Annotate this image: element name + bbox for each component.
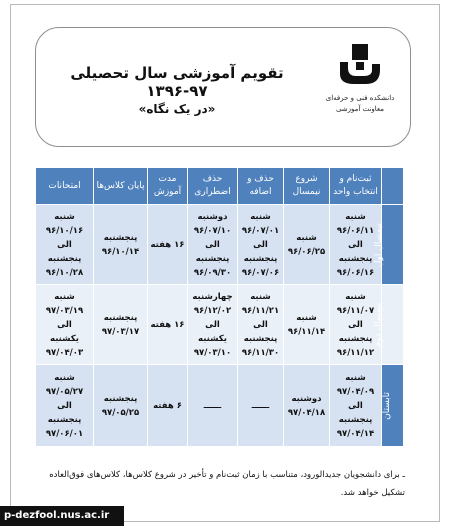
semester-label-text: نیمسال اول (374, 222, 385, 267)
cell-line: پنجشنبه (338, 333, 373, 344)
cell-line: الی (57, 319, 72, 330)
cell-line: ۹۶/۰۷/۰۱ (241, 225, 280, 236)
semester-label (373, 285, 404, 365)
cell-line: ۹۶/۰۷/۱۰ (193, 225, 232, 236)
cell-line: ۹۷/۰۳/۱۷ (101, 326, 140, 337)
header-exams: امتحانات (36, 168, 94, 205)
cell-line: ۹۶/۰۷/۰۶ (241, 267, 280, 278)
cell-line: دوشنبه (291, 393, 322, 404)
cell-line: شنبه (345, 372, 366, 383)
cell-line: پنجشنبه (338, 414, 373, 425)
cell-emergency-drop (188, 365, 238, 447)
table-row (36, 285, 404, 365)
academic-calendar-table (35, 167, 404, 447)
cell-line: پنجشنبه (103, 393, 138, 404)
cell-duration (148, 365, 188, 447)
cell-line: ۹۶/۱۲/۰۲ (193, 305, 232, 316)
cell-line: ۹۷/۰۵/۲۵ (101, 407, 140, 418)
cell-line: یکشنبه (50, 333, 79, 344)
cell-line: پنجشنبه (103, 232, 138, 243)
logo-text-department: معاونت آموزشی (335, 105, 385, 113)
cell-line: پنجشنبه (47, 253, 82, 264)
cell-line: الی (57, 239, 72, 250)
cell-line: ۹۶/۰۶/۱۱ (336, 225, 375, 236)
cell-classes-end (94, 285, 148, 365)
cell-line: پنجشنبه (47, 414, 82, 425)
cell-line: ۹۷/۰۴/۱۴ (336, 428, 375, 439)
cell-line: الی (253, 239, 268, 250)
cell-line: ۹۷/۰۴/۱۸ (287, 407, 326, 418)
logo-text-college: دانشکده فنی و حرفه‌ای (325, 94, 395, 102)
cell-line: یکشنبه (198, 333, 227, 344)
cell-line: ۹۶/۱۱/۱۲ (336, 347, 375, 358)
header-semester-start: شروع نیمسال (284, 168, 330, 205)
page-title: تقویم آموزشی سال تحصیلی ۹۷-۱۳۹۶ (70, 64, 284, 100)
cell-line: ۶ هفته (153, 400, 182, 411)
cell-emergency-drop (188, 205, 238, 285)
cell-line: شنبه (54, 291, 75, 302)
cell-line: شنبه (296, 232, 317, 243)
cell-duration (148, 205, 188, 285)
college-logo (322, 40, 398, 136)
table-row (36, 205, 404, 285)
header-add-drop: حذف و اضافه (238, 168, 284, 205)
cell-line: الی (348, 400, 363, 411)
cell-line: ۹۷/۰۳/۱۹ (45, 305, 84, 316)
cell-line: ۹۶/۰۶/۱۶ (336, 267, 375, 278)
cell-line: پنجشنبه (243, 253, 278, 264)
cell-line: شنبه (250, 211, 271, 222)
page-subtitle: «در یک نگاه» (138, 102, 216, 116)
cell-line: الی (205, 319, 220, 330)
cell-add-drop (238, 205, 284, 285)
semester-label (374, 205, 404, 285)
cell-line: دوشنبه (197, 211, 228, 222)
cell-line: پنجشنبه (338, 253, 373, 264)
cell-exams (36, 285, 94, 365)
table-header-row (36, 168, 404, 205)
cell-line: ۹۶/۱۱/۱۴ (287, 326, 326, 337)
cell-add-drop (238, 365, 284, 447)
cell-classes-end (94, 365, 148, 447)
cell-duration (148, 285, 188, 365)
cell-line: شنبه (345, 211, 366, 222)
cell-line: الی (57, 400, 72, 411)
cell-add-drop (238, 285, 284, 365)
semester-label (382, 365, 404, 447)
cell-line: الی (205, 239, 220, 250)
table-row (36, 365, 404, 447)
cell-line: ۹۷/۰۵/۲۷ (45, 386, 84, 397)
site-watermark: p-dezfool.nus.ac.ir (0, 506, 124, 526)
cell-line: پنجشنبه (103, 312, 138, 323)
cell-line: ۱۶ هفته (150, 239, 185, 250)
cell-semester-start (284, 365, 330, 447)
cell-line: الی (348, 239, 363, 250)
header-registration: ثبت‌نام و انتخاب واحد (330, 168, 382, 205)
cell-line: شنبه (250, 291, 271, 302)
cell-line: ۹۷/۰۳/۱۰ (193, 347, 232, 358)
cell-line: ۹۷/۰۴/۰۹ (336, 386, 375, 397)
cell-line: ۹۶/۰۶/۲۵ (287, 246, 326, 257)
cell-semester-start (284, 205, 330, 285)
header-duration: مدت آموزش (148, 168, 188, 205)
cell-line: شنبه (54, 211, 75, 222)
cell-exams (36, 365, 94, 447)
footnote: ـ برای دانشجویان جدیدالورود، متناسب با زمان ثبت‌نام و تأخیر در شروع کلاس‌ها، کلاس‌های فوق‌العاده تشکیل خواهد شد. (49, 470, 405, 498)
cell-classes-end (94, 205, 148, 285)
cell-line: شنبه (296, 312, 317, 323)
cell-line: ــــــ (251, 400, 270, 411)
cell-line: ۹۶/۱۱/۳۰ (241, 347, 280, 358)
cell-line: ۱۶ هفته (150, 319, 185, 330)
cell-line: چهارشنبه (192, 291, 233, 302)
cell-line: الی (348, 319, 363, 330)
semester-label-text: تابستان (382, 391, 393, 420)
header-classes-end: پایان کلاس‌ها (94, 168, 148, 205)
cell-line: پنجشنبه (195, 253, 230, 264)
cell-line: شنبه (54, 372, 75, 383)
cell-line: ۹۶/۱۱/۲۱ (241, 305, 280, 316)
header-corner (382, 168, 404, 205)
cell-line: ــــــ (203, 400, 222, 411)
semester-label-text: نیمسال دوم (373, 302, 384, 347)
logo-emblem-icon (336, 40, 384, 88)
cell-line: الی (253, 319, 268, 330)
cell-line: ۹۶/۱۰/۲۸ (45, 267, 84, 278)
header-emergency-drop: حذف اضطراری (188, 168, 238, 205)
cell-exams (36, 205, 94, 285)
cell-line: ۹۷/۰۶/۰۱ (45, 428, 84, 439)
cell-line: ۹۶/۱۰/۱۴ (101, 246, 140, 257)
title-box (35, 27, 411, 147)
cell-line: پنجشنبه (243, 333, 278, 344)
cell-line: ۹۶/۰۹/۳۰ (193, 267, 232, 278)
cell-line: ۹۶/۱۱/۰۷ (336, 305, 375, 316)
cell-emergency-drop (188, 285, 238, 365)
cell-line: شنبه (345, 291, 366, 302)
cell-line: ۹۶/۱۰/۱۶ (45, 225, 84, 236)
cell-line: ۹۷/۰۴/۰۳ (45, 347, 84, 358)
cell-semester-start (284, 285, 330, 365)
